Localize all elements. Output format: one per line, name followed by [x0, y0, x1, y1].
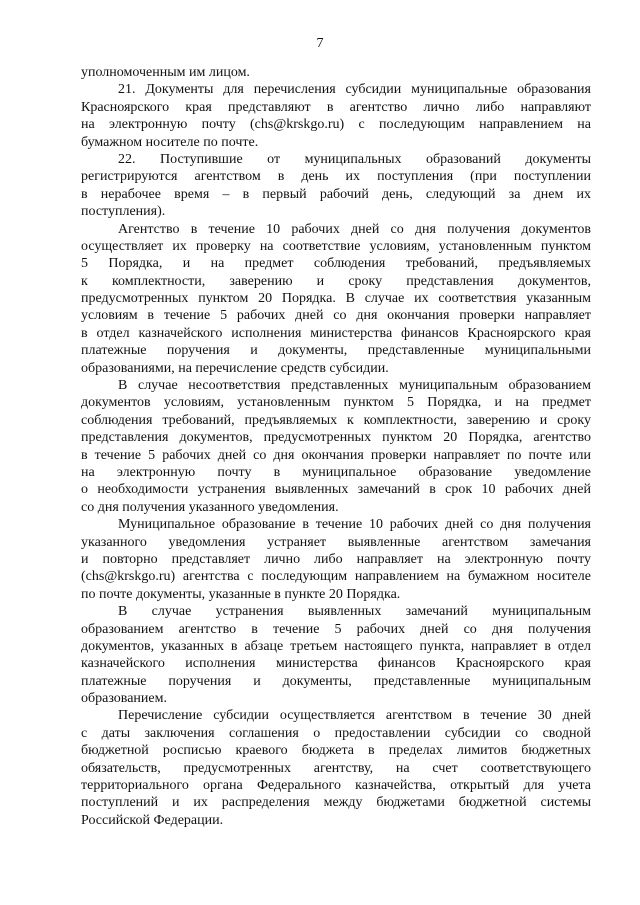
text-line: Муниципальное образование в течение 10 рабочих дней со дня получения: [118, 517, 591, 533]
text-line: образованием агентство в течение 5 рабочих дней со дня получения: [81, 621, 591, 637]
text-line: о необходимости устранения выявленных замечаний в срок 10 рабочих дней: [81, 482, 591, 498]
text-line: бюджетной росписью краевого бюджета в пределах лимитов бюджетных: [81, 743, 591, 759]
text-line: обязательств, предусмотренных агентству, на счет соответствующего: [81, 760, 591, 776]
text-line: образованием.: [81, 691, 167, 707]
text-line: территориального органа Федерального казначейства, открытый для учета: [81, 778, 591, 794]
text-line: Российской Федерации.: [81, 812, 224, 828]
text-line: соблюдения требований, предъявляемых к комплектности, заверению и сроку: [81, 412, 591, 428]
text-line: платежные поручения и документы, представленные муниципальным: [81, 673, 591, 689]
text-line: с даты заключения соглашения о предоставлении субсидии со сводной: [81, 725, 591, 741]
text-line: представления документов, предусмотренных пунктом 20 Порядка, агентство: [81, 430, 591, 446]
text-line: регистрируются агентством в день их поступления (при поступлении: [81, 169, 591, 185]
text-line: осуществляет их проверку на соответствие условиям, установленным пунктом: [81, 238, 591, 254]
text-line: (chs@krskgo.ru) агентства с последующим направлением на бумажном носителе: [81, 569, 591, 585]
text-line: в течение 5 рабочих дней со дня окончания проверки направляет по почте или: [81, 447, 591, 463]
text-line: 5 Порядка, и на предмет соблюдения требований, предъявляемых: [81, 256, 591, 272]
text-line: к комплектности, заверению и сроку представления документов,: [81, 273, 591, 289]
text-line: Перечисление субсидии осуществляется агентством в течение 30 дней: [118, 708, 591, 724]
text-line: поступления).: [81, 204, 166, 220]
text-line: предусмотренных пунктом 20 Порядка. В случае их соответствия указанным: [81, 291, 591, 307]
text-line: поступлений и их распределения между бюджетами бюджетной системы: [81, 795, 591, 811]
text-line: Красноярского края представляют в агентство лично либо направляют: [81, 99, 591, 115]
text-line: по почте документы, указанные в пункте 20 Порядка.: [81, 586, 401, 602]
text-line: платежные поручения и документы, представленные муниципальными: [81, 343, 591, 359]
text-line: на электронную почту (chs@krskgo.ru) с последующим направлением на: [81, 117, 591, 133]
text-line: условиям в течение 5 рабочих дней со дня окончания проверки направляет: [81, 308, 591, 324]
page-number: 7: [316, 36, 324, 51]
document-body: [81, 64, 591, 829]
text-line: 22. Поступившие от муниципальных образований документы: [118, 151, 591, 167]
text-line: и повторно представляет лично либо направляет на электронную почту: [81, 551, 591, 567]
text-line: на электронную почту в муниципальное образование уведомление: [81, 464, 591, 480]
text-line: документов, указанных в абзаце третьем настоящего пункта, направляет в отдел: [81, 638, 591, 654]
text-line: Агентство в течение 10 рабочих дней со дня получения документов: [118, 221, 591, 237]
text-line: в отдел казначейского исполнения министерства финансов Красноярского края: [81, 325, 591, 341]
text-line: документов условиям, установленным пунктом 5 Порядка, и на предмет: [81, 395, 591, 411]
text-line: бумажном носителе по почте.: [81, 134, 259, 150]
text-line: указанного уведомления устраняет выявленные агентством замечания: [81, 534, 591, 550]
text-line: В случае устранения выявленных замечаний муниципальным: [118, 604, 591, 620]
text-line: 21. Документы для перечисления субсидии муниципальные образования: [118, 82, 591, 98]
text-line: со дня получения указанного уведомления.: [81, 499, 339, 515]
text-line: образованиями, на перечисление средств субсидии.: [81, 360, 389, 376]
text-line: уполномоченным им лицом.: [81, 65, 250, 80]
text-line: казначейского исполнения министерства финансов Красноярского края: [81, 656, 591, 672]
text-line: В случае несоответствия представленных муниципальным образованием: [118, 378, 591, 394]
text-line: в нерабочее время – в первый рабочий день, следующий за днем их: [81, 186, 591, 202]
